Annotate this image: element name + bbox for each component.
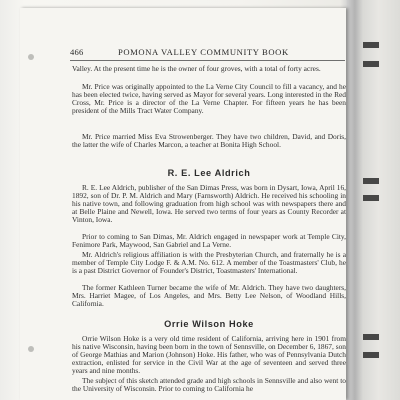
page-number: 466 [70,47,84,57]
section-heading: R. E. Lee Aldrich [167,168,251,178]
adjacent-page-mark [363,61,379,67]
running-head: POMONA VALLEY COMMUNITY BOOK [118,47,289,57]
adjacent-page-mark [363,195,379,201]
body-paragraph: The former Kathleen Turner became the wife of Mr. Aldrich. They have two daughters, Mrs. Harriet Magee, of Los Angeles, and Mrs. Betty Lee Nelson, of Woodland Hills, California. [72,283,346,309]
body-paragraph: Prior to coming to San Dimas, Mr. Aldrich engaged in newspaper work at Temple City, Fenimore Park, Maywood, San Gabriel and La Verne. [72,232,346,250]
section-heading: Orrie Wilson Hoke [164,319,254,329]
body-paragraph: The subject of this sketch attended grade and high schools in Sennsville and also went to the University of Wisconsin. Prior to coming to California he [72,376,346,394]
body-paragraph: R. E. Lee Aldrich, publisher of the San Dimas Press, was born in Dysart, Iowa, April 16, 1892, son of Dr. P. M. Aldrich and Mary (Farnsworth) Aldrich. He received his schooling in his native town, and following graduation from high school was with newspapers there and at Belle Plaine and Newell, Iowa. He served two terms of four years as County Recorder at Vinton, Iowa. [72,183,346,225]
adjacent-page-edge [347,0,400,400]
adjacent-page-mark [363,178,379,184]
punch-hole [28,346,34,352]
header-rule [70,60,345,61]
body-paragraph: Mr. Price was originally appointed to the La Verne City Council to fill a vacancy, and he has been elected twice, having served as Mayor for several years. Long interested in the Red Cross, Mr. Price is a director of the La Verne Chapter. For fifteen years he has been president of the Mills Tract Water Company. [72,82,346,116]
page-header [20,44,346,58]
body-paragraph: Mr. Price married Miss Eva Strowenberger. They have two children, David, and Doris, the latter the wife of Charles Marcon, a teacher at Bonita High School. [72,132,346,150]
book-page [20,8,346,400]
adjacent-page-mark [363,352,379,358]
adjacent-page-mark [363,42,379,48]
body-paragraph: Orrie Wilson Hoke is a very old time resident of California, arriving here in 1901 from his native Wisconsin, having been born in the town of Sennsville, on December 6, 1867, son of George Mathias and Marion (Johnson) Hoke. His father, who was of Pennsylvania Dutch extraction, enlisted for service in the Civil War at the age of seventeen and served three years and nine months. [72,334,346,376]
body-paragraph: Valley. At the present time he is the owner of four groves, with a total of forty acres. [72,64,321,73]
body-paragraph: Mr. Aldrich's religious affiliation is with the Presbyterian Church, and fraternally he is a member of Temple City Lodge F. & A.M. No. 612. A member of the Toastmasters' Club, he is a past District Governor of Founder's District, Toastmasters' International. [72,250,346,276]
adjacent-page-mark [363,334,379,340]
